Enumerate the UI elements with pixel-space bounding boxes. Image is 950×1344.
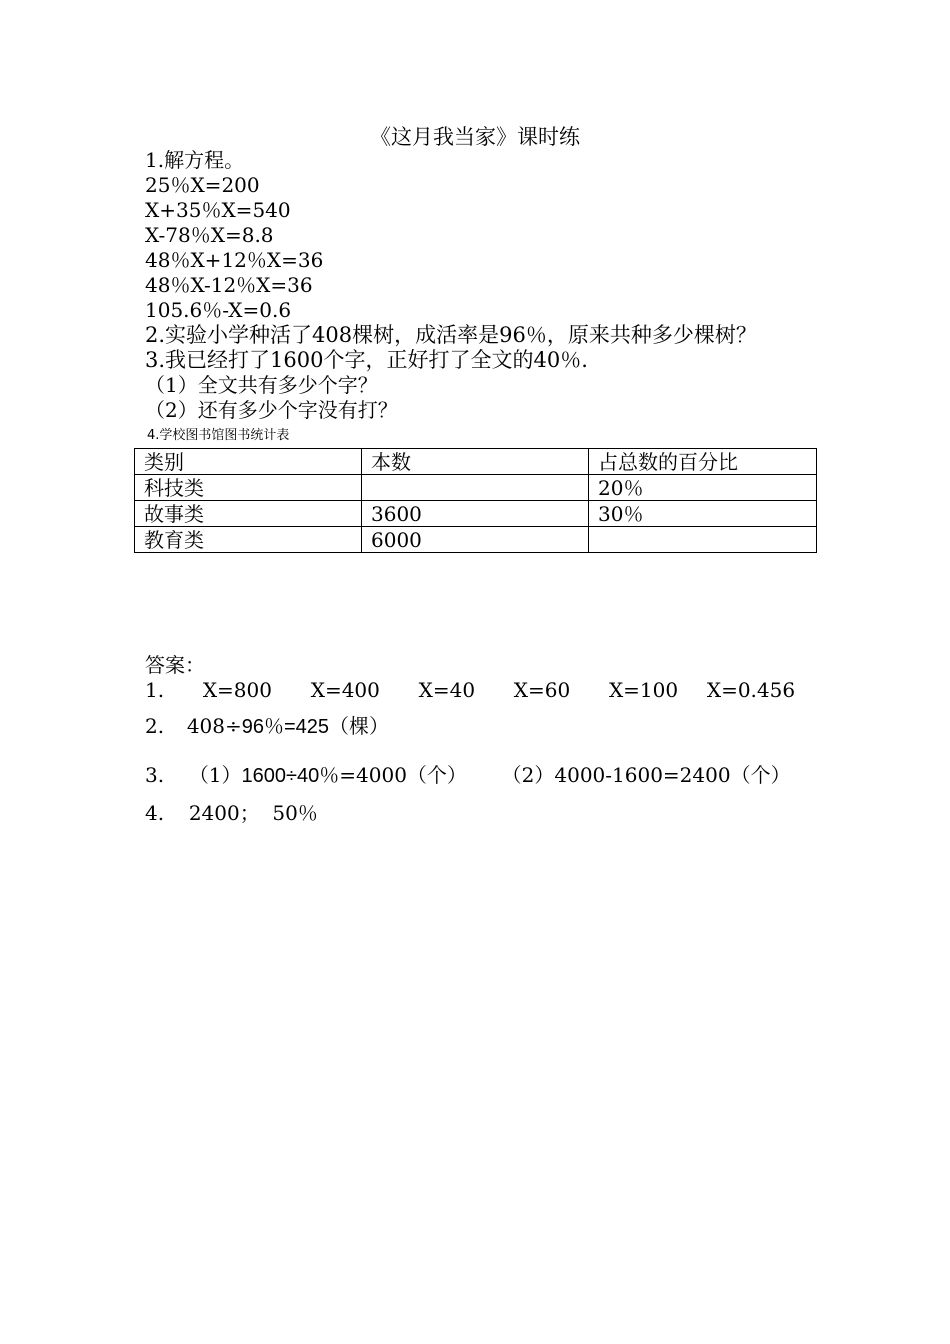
answers-heading: 答案： bbox=[145, 653, 205, 677]
answer-part: ％=4000（个） bbox=[319, 763, 467, 787]
cell-count bbox=[362, 475, 589, 501]
answer-part: （棵） bbox=[329, 714, 390, 738]
cell-percent: 20％ bbox=[589, 475, 817, 501]
answer-3 bbox=[145, 762, 791, 789]
answer-4 bbox=[145, 800, 318, 826]
equation: 105.6％-X=0.6 bbox=[145, 298, 292, 322]
equation: 25％X=200 bbox=[145, 173, 260, 197]
table-header-row bbox=[135, 449, 817, 475]
cell-percent: 30％ bbox=[589, 501, 817, 527]
table-caption: 4.学校图书馆图书统计表 bbox=[147, 428, 290, 443]
q3-text: 3.我已经打了1600个字，正好打了全文的40％. bbox=[145, 348, 588, 372]
answer-value: X=60 bbox=[513, 678, 571, 702]
library-stats-table bbox=[134, 448, 817, 553]
q2-text: 2.实验小学种活了408棵树，成活率是96％，原来共种多少棵树？ bbox=[145, 323, 757, 347]
q3-sub2: （2）还有多少个字没有打？ bbox=[145, 398, 398, 422]
q1-heading: 1.解方程。 bbox=[145, 148, 245, 172]
q3-sub1: （1）全文共有多少个字？ bbox=[145, 373, 378, 397]
table-row bbox=[135, 527, 817, 553]
page-title: 《这月我当家》课时练 bbox=[370, 125, 580, 149]
cell-percent bbox=[589, 527, 817, 553]
answer-1 bbox=[145, 677, 795, 703]
answer-number: 3. bbox=[145, 763, 165, 787]
answer-part: 1600÷40 bbox=[241, 765, 320, 787]
header-percent: 占总数的百分比 bbox=[589, 449, 817, 475]
answer-part: （2）4000-1600=2400（个） bbox=[501, 763, 791, 787]
cell-category: 教育类 bbox=[135, 527, 362, 553]
header-count: 本数 bbox=[362, 449, 589, 475]
table-row bbox=[135, 475, 817, 501]
equation: 48％X+12％X=36 bbox=[145, 248, 324, 272]
answer-part: 96％=425 bbox=[241, 716, 330, 738]
answer-value: X=40 bbox=[418, 678, 476, 702]
equation: X-78％X=8.8 bbox=[145, 223, 274, 247]
answer-part: （1） bbox=[188, 763, 242, 787]
answer-value: X=100 bbox=[608, 678, 679, 702]
answer-number: 1. bbox=[145, 678, 165, 702]
questions bbox=[145, 148, 845, 423]
cell-category: 科技类 bbox=[135, 475, 362, 501]
answer-number: 2. bbox=[145, 714, 165, 738]
equation: X+35％X=540 bbox=[145, 198, 291, 222]
answer-value: X=400 bbox=[310, 678, 380, 702]
equation: 48％X-12％X=36 bbox=[145, 273, 313, 297]
header-category: 类别 bbox=[135, 449, 362, 475]
answer-2 bbox=[145, 713, 389, 740]
answer-value: X=0.456 bbox=[706, 678, 796, 702]
cell-count: 3600 bbox=[362, 501, 589, 527]
cell-count: 6000 bbox=[362, 527, 589, 553]
cell-category: 故事类 bbox=[135, 501, 362, 527]
table-row bbox=[135, 501, 817, 527]
answer-value: X=800 bbox=[202, 678, 272, 702]
answer-value: 2400； 50％ bbox=[188, 801, 318, 825]
answer-part: 408÷ bbox=[186, 714, 242, 738]
answer-number: 4. bbox=[145, 801, 165, 825]
